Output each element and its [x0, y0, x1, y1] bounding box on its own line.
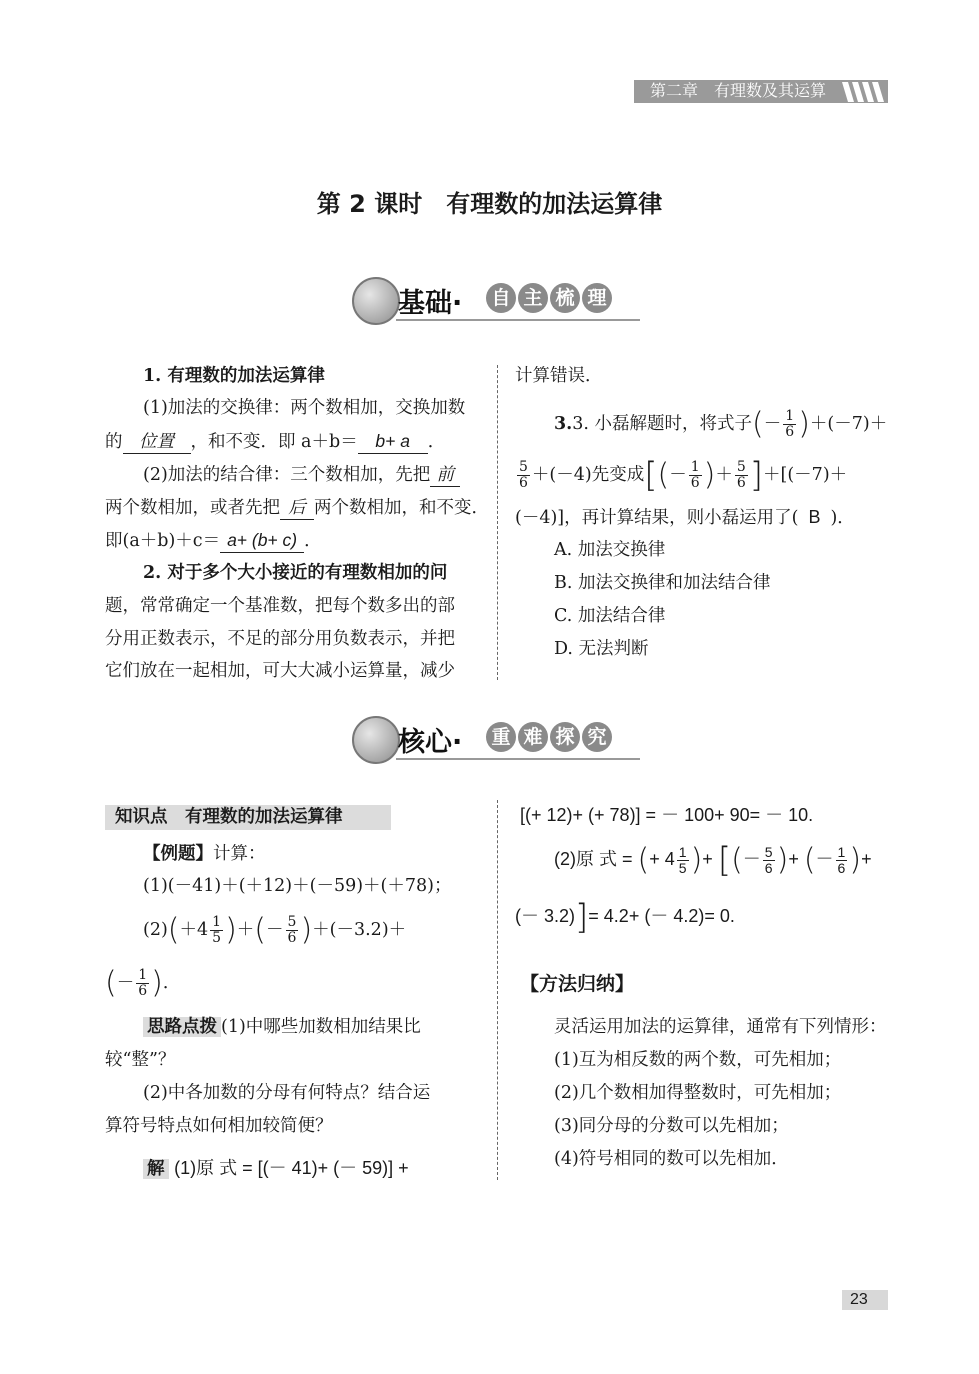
fraction: $\frac{1}{6}$ [690, 459, 700, 491]
example-part-2-cont: (－ $\frac{1}{6}$ )． [105, 965, 181, 1001]
method-line: (2)几个数相加得整数时，可先相加； [554, 1083, 842, 1103]
text-line: 分用正数表示，不足的部分用负数表示，并把 [105, 629, 455, 649]
text-line: 较“整”？ [105, 1050, 176, 1070]
banner-chip: 梳 [550, 283, 580, 313]
text-line: 的 位置 ，和不变．即 a＋b＝ b+ a ． [105, 431, 446, 452]
text-line: 计算错误． [515, 366, 603, 386]
fraction: $\frac{1}{6}$ [785, 408, 795, 440]
text-line: (1)加法的交换律：两个数相加，交换加数 [143, 398, 466, 418]
text-line: 算符号特点如何相加较简便？ [105, 1116, 333, 1136]
answer-blank: b+ a [358, 429, 428, 454]
pencil-book-icon [352, 716, 400, 764]
option-c: C. 加法结合律 [554, 606, 666, 626]
question-3-line1: 3.3. 小磊解题时，将式子(－ $\frac{1}{6}$ )＋(－7)＋ [554, 406, 888, 442]
text-line: 两个数相加，或者先把 后 两个数相加，和不变． [105, 497, 489, 518]
banner-underline [396, 319, 640, 321]
banner-chip: 理 [582, 283, 612, 313]
section-banner-basics [352, 275, 642, 325]
solution-line: [(+ 12)+ (+ 78)] = － 100+ 90= － 10. [520, 805, 814, 825]
banner-main-text: 基础· [398, 288, 463, 319]
method-line: (3)同分母的分数可以先相加； [554, 1116, 789, 1136]
answer-blank: 位置 [123, 429, 191, 454]
solution-line-3: (－ 3.2)]= 4.2+ (－ 4.2)= 0. [515, 897, 735, 938]
text-line: (2)加法的结合律：三个数相加，先把 前 [143, 462, 460, 487]
question-3-line2: $\frac{5}{6}$ ＋(－4)先变成[(－ $\frac{1}{6}$ )＋ $\frac{5}{6}$ ]＋[(－7)＋ [519, 455, 848, 496]
method-line: (4)符号相同的数可以先相加． [554, 1149, 789, 1169]
solution-line: 解 (1)原 式 = [(－ 41)+ (－ 59)] + [143, 1156, 409, 1181]
answer-blank: a+ (b+ c) [220, 528, 304, 553]
option-a: A. 加法交换律 [554, 540, 666, 560]
banner-chip: 自 [486, 283, 516, 313]
answer-blank: 前 [430, 462, 460, 487]
chapter-title: 第二章 有理数及其运算 [650, 83, 827, 100]
text-line: (2)中各加数的分母有何特点？结合运 [143, 1083, 431, 1103]
answer-choice: B [808, 507, 821, 527]
method-line: (1)互为相反数的两个数，可先相加； [554, 1050, 842, 1070]
lesson-title: 第 2 课时 有理数的加法运算律 [316, 190, 663, 218]
banner-underline [396, 758, 640, 760]
fraction: $\frac{1}{6}$ [138, 967, 148, 999]
column-divider [497, 800, 499, 1180]
banner-chip: 究 [582, 722, 612, 752]
banner-chip: 探 [550, 722, 580, 752]
stripes-decoration-icon [840, 82, 884, 102]
answer-blank: 后 [280, 495, 314, 520]
fraction: $\frac{5}{6}$ [764, 843, 773, 876]
banner-main-text: 核心· [398, 727, 463, 758]
fraction: $\frac{5}{6}$ [736, 459, 746, 491]
fraction: $\frac{1}{5}$ [212, 914, 222, 946]
question-3-line3: (－4)]，再计算结果，则小磊运用了( B )． [515, 507, 855, 528]
text-line: 即(a＋b)＋c＝ a+ (b+ c) ． [105, 530, 322, 551]
section-banner-core [352, 714, 642, 764]
example-line: 【例题】计算： [143, 844, 266, 864]
fraction: $\frac{1}{5}$ [678, 843, 687, 876]
example-part-2: (2)(＋4 $\frac{1}{5}$ )＋(－ $\frac{5}{6}$ )＋(－3.2)＋ [143, 912, 407, 948]
option-d: D. 无法判断 [554, 639, 649, 659]
knowledge-point-bar: 知识点 有理数的加法运算律 [105, 805, 391, 830]
text-line: 题，常常确定一个基准数，把每个数多出的部 [105, 596, 455, 616]
solution-label: 解 [143, 1159, 169, 1179]
pencil-book-icon [352, 277, 400, 325]
method-title: 【方法归纳】 [520, 973, 635, 995]
fraction: $\frac{5}{6}$ [519, 459, 528, 491]
fraction: $\frac{1}{6}$ [837, 843, 846, 876]
fraction: $\frac{5}{6}$ [287, 914, 297, 946]
banner-chip: 主 [518, 283, 548, 313]
chapter-header [634, 80, 888, 103]
banner-chip: 难 [518, 722, 548, 752]
page-number: 23 [842, 1290, 888, 1310]
hint-label: 思路点拨 [143, 1017, 221, 1037]
hint-line: 思路点拨 (1)中哪些加数相加结果比 [143, 1015, 421, 1039]
banner-chip: 重 [486, 722, 516, 752]
solution-line-2: (2)原 式 = (+ 4 $\frac{1}{5}$ )+ [(－ $\frac{5}{6}$ )+ (－ $\frac{1}{6}$ )+ [554, 840, 872, 881]
text-line: 它们放在一起相加，可大大减小运算量，减少 [105, 661, 455, 681]
column-divider [497, 365, 499, 680]
text-line: 2. 对于多个大小接近的有理数相加的问 [143, 563, 448, 583]
option-b: B. 加法交换律和加法结合律 [554, 573, 771, 593]
example-part-1: (1)(－41)＋(＋12)＋(－59)＋(＋78)； [143, 876, 452, 896]
method-line: 灵活运用加法的运算律，通常有下列情形： [554, 1017, 887, 1037]
item1-title: 1. 有理数的加法运算律 [143, 366, 325, 386]
